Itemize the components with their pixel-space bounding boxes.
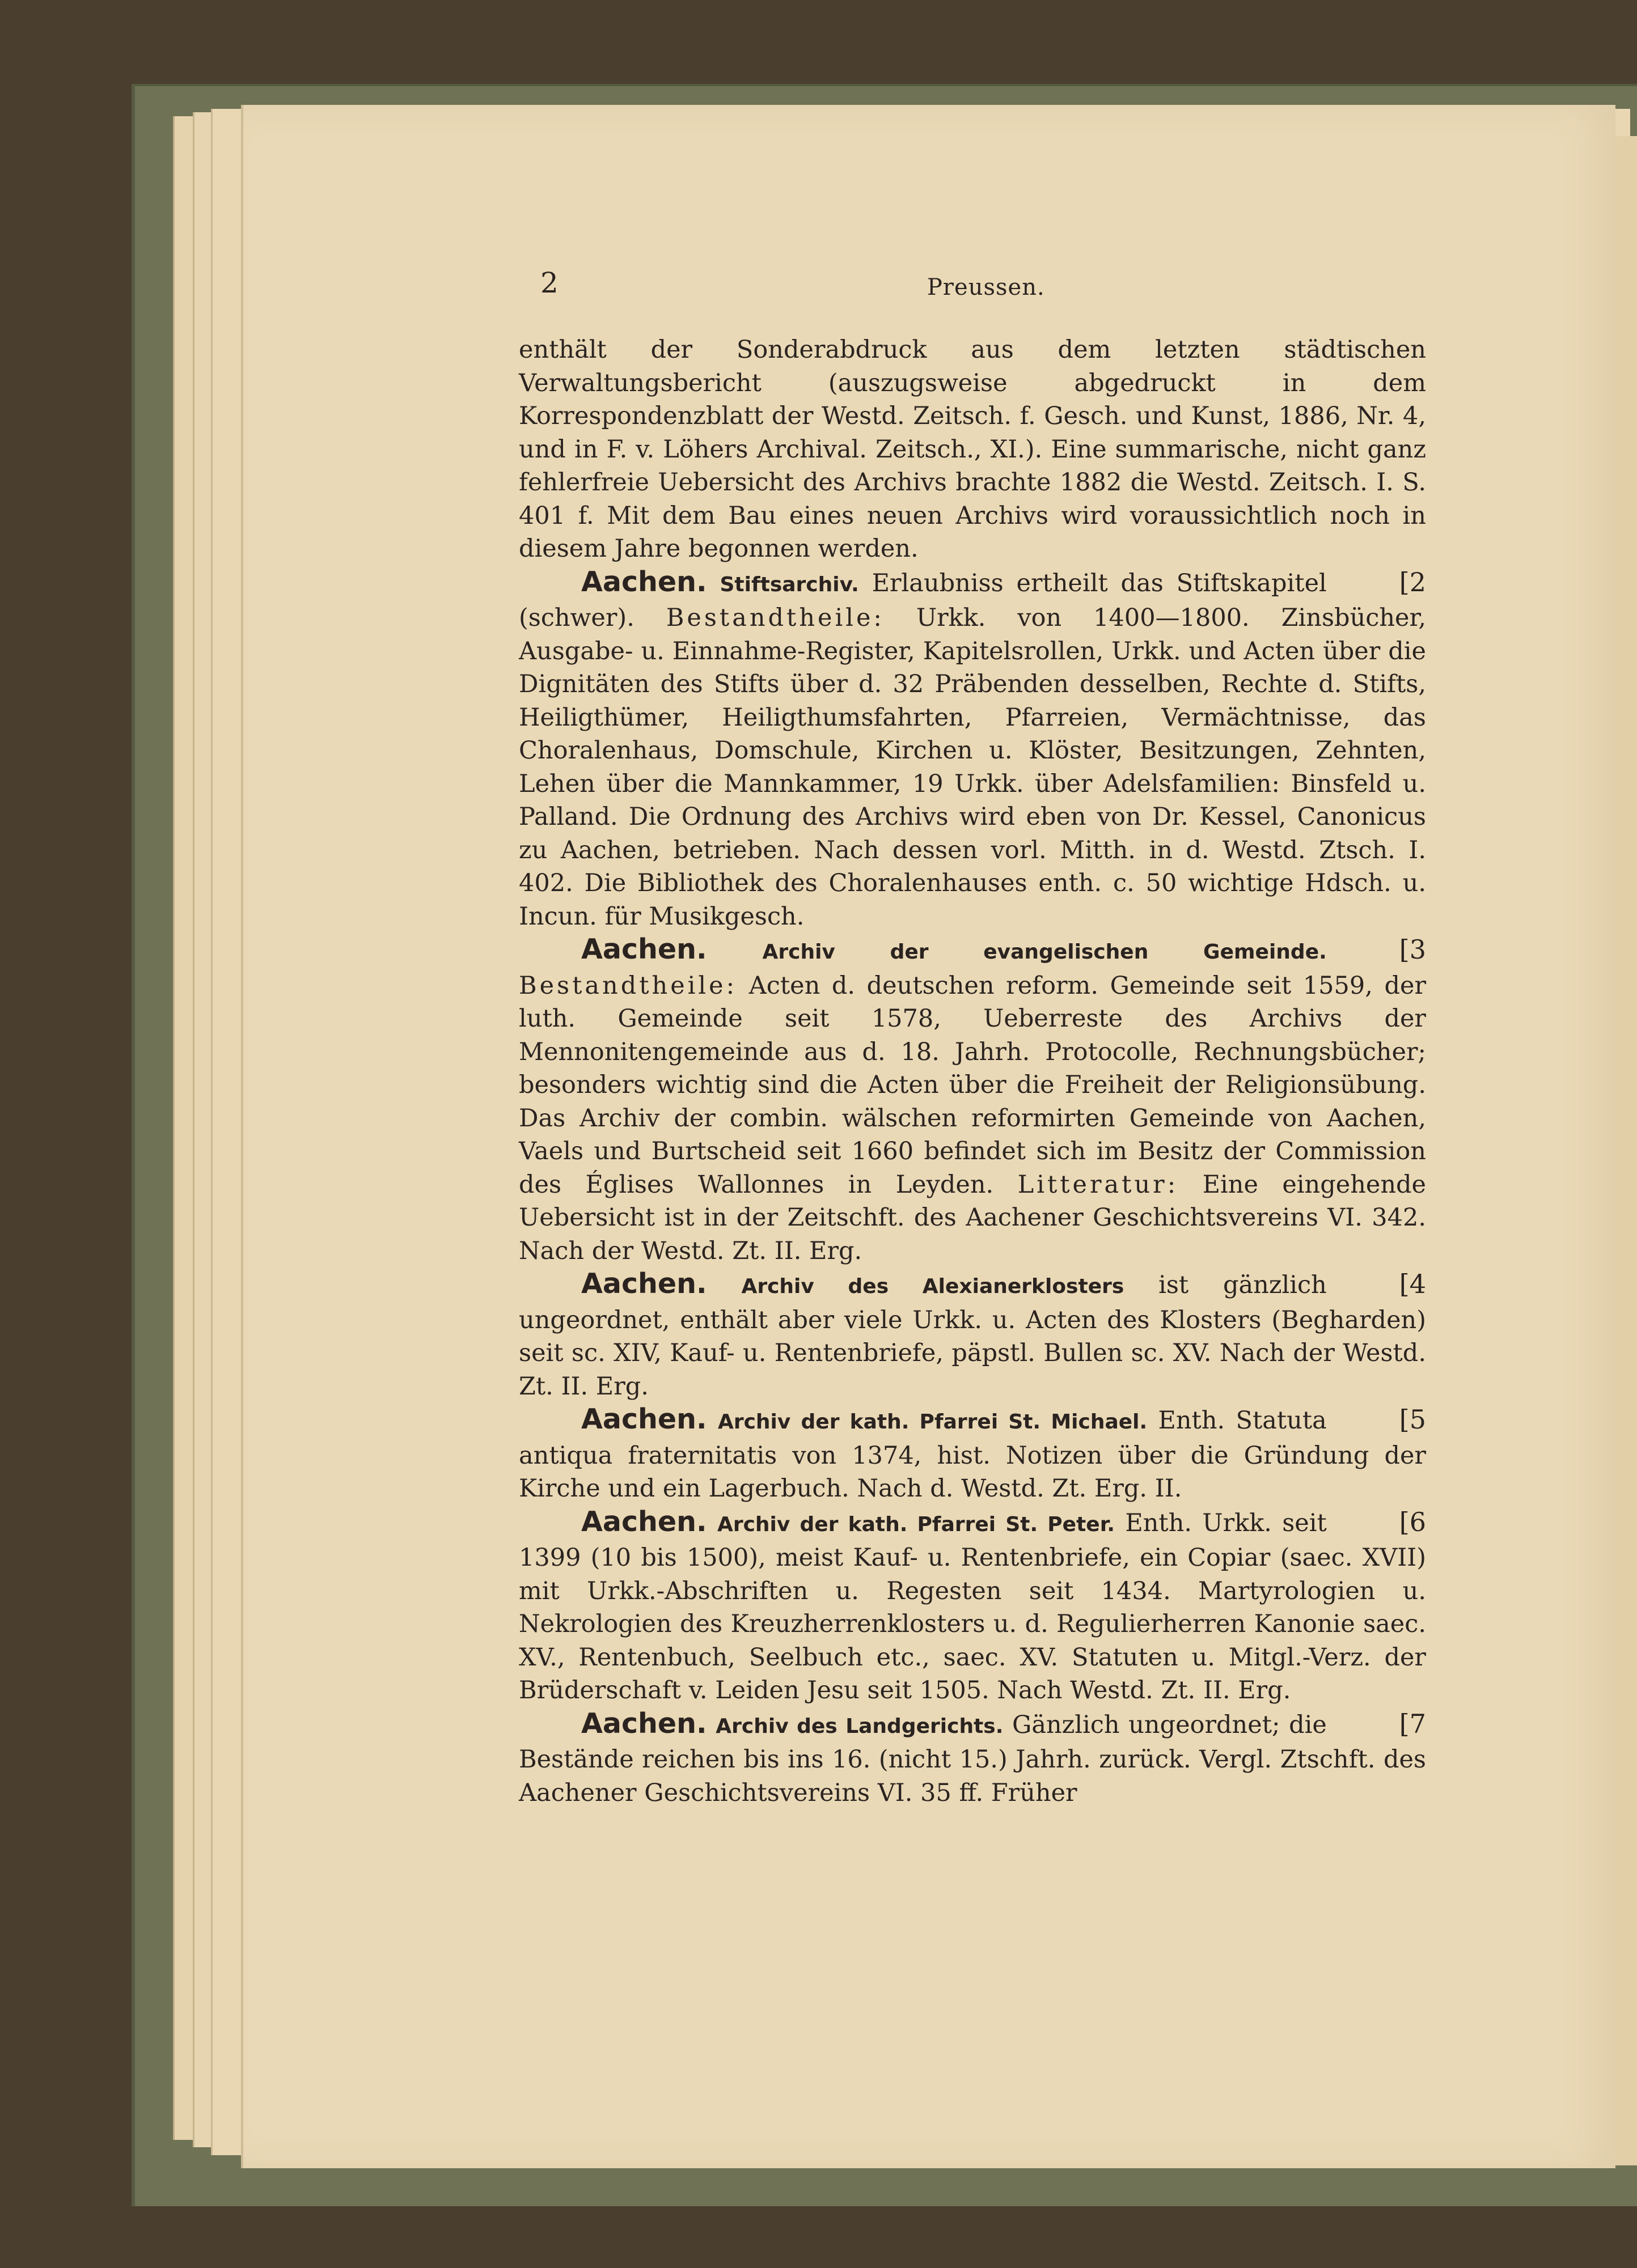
running-title: Preussen.	[927, 274, 1045, 300]
entry-number: [2	[1399, 566, 1426, 597]
spaced-heading-text: Bestandtheile:	[519, 971, 738, 1000]
entry-place: Aachen.	[581, 565, 707, 598]
entry-number: [7	[1399, 1708, 1426, 1739]
entry-text: Acten d. deutschen reform. Gemeinde seit 1559, der luth. Gemeinde seit 1578, Ueberreste des Archivs der Mennonitengemeinde aus d. 18. Jahrh. Protocolle, Rechnungsbücher; besonders wichtig sind die Acten über die Freiheit der Religionsübung. Das Archiv der combin. wälschen reformirten Gemeinde von Aachen, Vaels und Burtscheid seit 1660 befindet sich im Besitz der Commission des Églises Wallonnes in Leyden.	[519, 971, 1426, 1199]
entry-place: Aachen.	[581, 1403, 707, 1435]
page-body	[519, 333, 1426, 1809]
entry-text: Eine eingehende Uebersicht ist in der Zeitschft. des Aachener Geschichtsvereins VI. 342. Nach der Westd. Zt. II. Erg.	[519, 1170, 1426, 1265]
entry-number: [4	[1399, 1269, 1426, 1299]
intro-paragraph: enthält der Sonderabdruck aus dem letzten städtischen Verwaltungsbericht (auszugsweise abgedruckt in dem Korrespondenzblatt der Westd. Zeitsch. f. Gesch. und Kunst, 1886, Nr. 4, und in F. v. Löhers Archival. Zeitsch., XI.). Eine summarische, nicht ganz fehlerfreie Uebersicht des Archivs brachte 1882 die Westd. Zeitsch. I. S. 401 f. Mit dem Bau eines neuen Archivs wird voraussichtlich noch in diesem Jahre begonnen werden.	[519, 336, 1426, 563]
archive-entry	[519, 933, 1426, 1267]
entry-place: Aachen.	[581, 933, 707, 965]
entry-number: [3	[1399, 934, 1426, 965]
entry-archive-name: Archiv der kath. Pfarrei St. Michael.	[717, 1410, 1148, 1434]
entry-place: Aachen.	[581, 1267, 707, 1300]
entry-archive-name: Archiv der evangelischen Gemeinde.	[762, 940, 1327, 964]
entry-archive-name: Archiv der kath. Pfarrei St. Peter.	[717, 1512, 1115, 1536]
entry-number: [6	[1399, 1506, 1426, 1537]
spaced-heading-text: Litteratur:	[1017, 1170, 1179, 1199]
page-number: 2	[540, 266, 559, 299]
archive-entry	[519, 1707, 1426, 1810]
archive-entry	[519, 1267, 1426, 1403]
archive-entry	[519, 566, 1426, 934]
archive-entry	[519, 1403, 1426, 1506]
spaced-heading-text: Bestandtheile:	[666, 604, 885, 632]
entry-text: Enth. Urkk. seit 1399 (10 bis 1500), meist Kauf- u. Rentenbriefe, ein Copiar (saec. XVII) mit Urkk.-Abschriften u. Regesten seit 1434. Martyrologien u. Nekrologien des Kreuzherrenklosters u. d. Regulierherren Kanonie saec. XV., Rentenbuch, Seelbuch etc., saec. XV. Statuten u. Mitgl.-Verz. der Brüderschaft v. Leiden Jesu seit 1505. Nach Westd. Zt. II. Erg.	[519, 1508, 1426, 1705]
page-header	[519, 266, 1426, 312]
entry-text: Enth. Statuta antiqua fraternitatis von 1374, hist. Notizen über die Gründung der Kirche und ein Lagerbuch. Nach d. Westd. Zt. Erg. II.	[519, 1406, 1426, 1503]
entry-archive-name: Stiftsarchiv.	[720, 573, 859, 596]
entry-number: [5	[1399, 1404, 1426, 1435]
entry-text: Erlaubniss ertheilt das Stiftskapitel (schwer).	[519, 569, 1327, 632]
entry-archive-name: Archiv des Alexianerklosters	[741, 1275, 1124, 1298]
entry-text: Urkk. von 1400—1800. Zinsbücher, Ausgabe- u. Einnahme-Register, Kapitelsrollen, Urkk. und Acten über die Dignitäten des Stifts über d. 32 Präbenden desselben, Rechte d. Stifts, Heiligthümer, Heiligthumsfahrten, Pfarreien, Vermächtnisse, das Choralenhaus, Domschule, Kirchen u. Klöster, Besitzungen, Zehnten, Lehen über die Mannkammer, 19 Urkk. über Adelsfamilien: Binsfeld u. Palland. Die Ordnung des Archivs wird eben von Dr. Kessel, Canonicus zu Aachen, betrieben. Nach dessen vorl. Mitth. in d. Westd. Ztsch. I. 402. Die Bibliothek des Choralenhauses enth. c. 50 wichtige Hdsch. u. Incun. für Musikgesch.	[519, 604, 1426, 931]
entry-place: Aachen.	[581, 1505, 707, 1538]
entry-archive-name: Archiv des Landgerichts.	[716, 1714, 1004, 1738]
entry-text: ist gänzlich ungeordnet, enthält aber viele Urkk. u. Acten des Klosters (Begharden) seit sc. XIV, Kauf- u. Rentenbriefe, päpstl. Bullen sc. XV. Nach der Westd. Zt. II. Erg.	[519, 1271, 1426, 1401]
archive-entry	[519, 1506, 1426, 1707]
entry-text: Gänzlich ungeordnet; die Bestände reichen bis ins 16. (nicht 15.) Jahrh. zurück. Vergl. Ztschft. des Aachener Geschichtsvereins VI. 35 ff. Früher	[519, 1710, 1426, 1807]
entry-place: Aachen.	[581, 1707, 707, 1740]
